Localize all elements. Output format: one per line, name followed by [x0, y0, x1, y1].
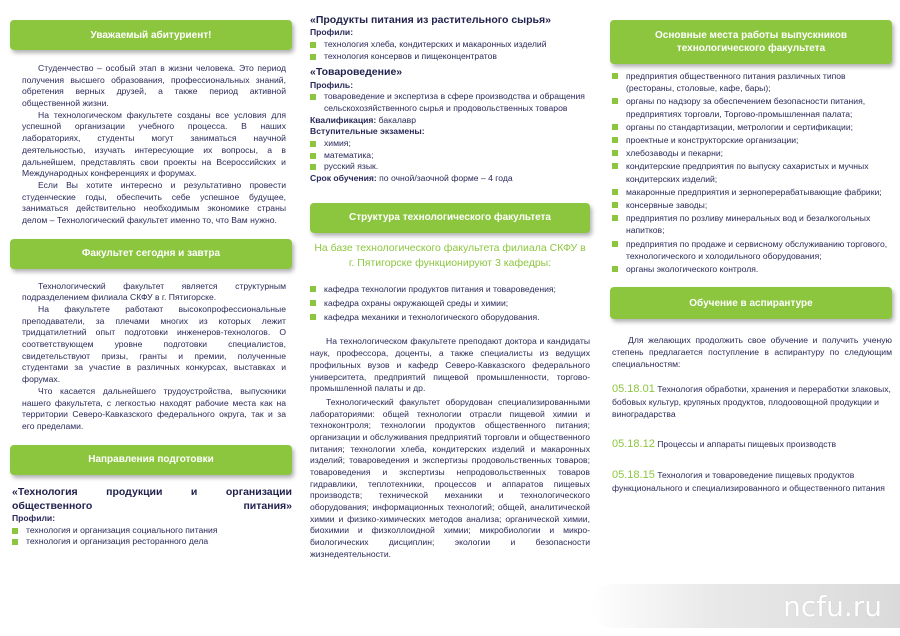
specialties-list	[612, 382, 892, 494]
directions-header	[10, 445, 292, 475]
bullet-icon	[612, 73, 618, 79]
program2-title: «Продукты питания из растительного сырья»	[310, 14, 551, 26]
today-paragraph-2: На факультете работают высокопрофессиональные преподаватели, за плечами многих из которых лежит тридцатилетний опыт подготовки инженеров-технологов. О соответствующем уровне подготовки специалистов, свидетельствуют призы, гранты и премии, полученные студентами за участие в различных конкурсах, выставках и форумах.	[22, 304, 286, 385]
specialty-text: Технология обработки, хранения и переработки злаковых, бобовых культур, крупяных продуктов, плодоовощной продукции и виноградарства	[612, 384, 891, 419]
jobs-list	[612, 70, 892, 275]
bullet-icon	[310, 54, 316, 60]
column-middle	[310, 0, 590, 561]
job-item-text: предприятия общественного питания различных типов (рестораны, столовые, кафе, бары);	[626, 71, 846, 94]
specialty-text: Технология и товароведение пищевых продуктов функционального и специализированного и общественного питания	[612, 469, 885, 493]
staff-paragraph: На технологическом факультете преподают доктора и кандидаты наук, профессора, доценты, а также специалисты из ведущих профильных вузов и кафедр Северо-Кавказского федерального университета, предприятий пищевой промышленности, торгово-промышленной палаты и др.	[310, 336, 590, 394]
directions-title: Направления подготовки	[88, 454, 214, 466]
exam-item	[310, 138, 590, 150]
job-item	[612, 70, 892, 94]
program3-profiles-list	[310, 91, 590, 114]
exam-item-text: русский язык.	[324, 161, 379, 172]
study-term-label: Срок обучения:	[310, 173, 377, 184]
program1-profiles-label: Профили:	[12, 513, 56, 524]
bullet-icon	[310, 94, 316, 100]
program2-profile-item-text: технология консервов и пищеконцентратов	[324, 50, 497, 61]
job-item	[612, 147, 892, 159]
job-item-text: хлебозаводы и пекарни;	[626, 148, 724, 159]
today-header	[10, 239, 292, 269]
job-item-text: органы по стандартизации, метрологии и сертификации;	[626, 121, 854, 132]
today-title: Факультет сегодня и завтра	[81, 248, 221, 260]
job-item	[612, 212, 892, 236]
exam-item	[310, 150, 590, 162]
site-banner	[590, 584, 900, 628]
program2-profile-item-text: технология хлеба, кондитерских и макаронных изделий	[324, 38, 547, 49]
qualification	[310, 115, 590, 127]
bullet-icon	[310, 153, 316, 159]
bullet-icon	[310, 164, 316, 170]
bullet-icon	[612, 266, 618, 272]
department-item	[310, 283, 590, 297]
exams-list	[310, 138, 590, 173]
job-item	[612, 134, 892, 146]
department-item-text: кафедра технологии продуктов питания и товароведения;	[324, 284, 556, 295]
program2-profile-item	[310, 39, 590, 51]
specialty-text: Процессы и аппараты пищевых производств	[657, 438, 837, 449]
program1-profile-item	[12, 536, 292, 548]
bullet-icon	[12, 539, 18, 545]
welcome-header	[10, 20, 292, 50]
job-item	[612, 121, 892, 133]
bullet-icon	[310, 300, 316, 306]
bullet-icon	[310, 141, 316, 147]
program3-profile-item-text: товароведение и экспертиза в сфере производства и обращения сельскохозяйственного сырья и продовольственных товаров	[324, 91, 585, 113]
today-paragraph-1: Технологический факультет является структурным подразделением филиала СКФУ в г. Пятигорске.	[22, 280, 286, 303]
job-item-text: предприятия по продаже и сервисному обслуживанию торгового, технологического и холодильного оборудования;	[626, 238, 888, 261]
job-item	[612, 199, 892, 211]
program3-profile-label: Профиль:	[310, 79, 354, 90]
job-item	[612, 160, 892, 184]
bullet-icon	[612, 150, 618, 156]
specialty-item	[612, 468, 892, 495]
job-item	[612, 263, 892, 275]
bullet-icon	[612, 202, 618, 208]
bullet-icon	[310, 42, 316, 48]
column-left	[10, 0, 292, 548]
bullet-icon	[612, 215, 618, 221]
program2-profiles-list	[310, 39, 590, 62]
program3-title: «Товароведение»	[310, 66, 403, 79]
bullet-icon	[310, 286, 316, 292]
bullet-icon	[612, 98, 618, 104]
program2-profile-item	[310, 51, 590, 63]
job-item	[612, 95, 892, 119]
job-item-text: проектные и конструкторские организации;	[626, 135, 799, 146]
exam-item-text: математика;	[324, 149, 374, 160]
welcome-title: Уважаемый абитуриент!	[90, 29, 212, 41]
bullet-icon	[612, 241, 618, 247]
program3-profile-item	[310, 91, 590, 114]
specialty-item	[612, 437, 892, 452]
specialty-code: 05.18.15	[612, 468, 655, 481]
structure-intro	[310, 241, 590, 271]
program1-profiles-list	[12, 525, 292, 548]
program1-profile-item	[12, 525, 292, 537]
job-item-text: кондитерские предприятия по выпуску сахаристых и мучных кондитерских изделий;	[626, 161, 869, 184]
department-item-text: кафедра охраны окружающей среды и химии;	[324, 297, 509, 308]
bullet-icon	[310, 314, 316, 320]
study-term-value: по очной/заочной форме – 4 года	[379, 173, 513, 184]
departments-list	[310, 283, 590, 324]
job-item-text: органы экологического контроля.	[626, 264, 759, 275]
site-url: ncfu.ru	[783, 590, 882, 623]
phd-header	[610, 287, 892, 319]
specialty-code: 05.18.12	[612, 437, 655, 450]
welcome-paragraph-1: Студенчество – особый этап в жизни человека. Это период получения высшего образования, профессиональных знаний, обретения верных друзей, а также период активной общественной жизни.	[22, 63, 286, 109]
job-item	[612, 238, 892, 262]
jobs-title: Основные места работы выпускников технологического факультета	[654, 30, 848, 54]
job-item-text: органы по надзору за обеспечением безопасности питания, предприятиях торговли, Торгово-промышленная палата;	[626, 96, 866, 119]
qualification-label: Квалификация:	[310, 114, 377, 125]
structure-intro-text: На базе технологического факультета филиала СКФУ в г. Пятигорске функционируют 3 кафедры:	[314, 241, 586, 269]
exam-item	[310, 161, 590, 173]
job-item-text: макаронные предприятия и зерноперерабатывающие фабрики;	[626, 186, 882, 197]
program1-profile-item-text: технология и организация ресторанного дела	[26, 536, 209, 547]
bullet-icon	[612, 124, 618, 130]
department-item	[310, 311, 590, 325]
today-paragraph-3: Что касается дальнейшего трудоустройства, выпускники нашего факультета, с легкостью находят рабочие места как на территории Северо-Кавказского федерального округа, так и за его пределами.	[22, 385, 286, 431]
specialty-item	[612, 382, 892, 420]
welcome-paragraph-2: На технологическом факультете созданы все условия для успешной организации учебного процесса. В наших лабораториях, студенты могут заниматься научной деятельностью, изучать интересующие их вопросы, а в дальнейшем, представлять свои проекты на Всероссийских и Международных конференциях и форумах.	[22, 109, 286, 179]
jobs-header	[610, 20, 892, 64]
phd-intro: Для желающих продолжить свое обучение и получить ученую степень предлагается поступление в аспирантуру по следующим специальностям:	[612, 335, 892, 369]
job-item-text: консервные заводы;	[626, 200, 708, 211]
program1-title: «Технология продукции и организации общественного питания»	[12, 485, 292, 512]
exam-item-text: химия;	[324, 138, 351, 149]
job-item-text: предприятия по розливу минеральных вод и безалкогольных напитков;	[626, 213, 871, 236]
phd-title: Обучение в аспирантуре	[689, 297, 813, 309]
qualification-value: бакалавр	[378, 114, 417, 125]
structure-title: Структура технологического факультета	[349, 212, 551, 224]
labs-paragraph: Технологический факультет оборудован специализированными лабораториями: общей технологии отрасли пищевой химии и техноконтроля; технологии продуктов общественного питания; организации и обслуживания предприятий торговли и общественного питания; технологии хлеба, кондитерских изделий и макаронных изделий; товароведения и экспертизы продовольственных товаров; товароведения и экспертизы непродовольственных товаров гидравлики, теплотехники, процессов и аппаратов пищевых производств; технической механики и технологического оборудования; информационных технологий; общей, аналитической химии и физико-химических методов анализа; органической химии, биохимии и физколлоидной химии; микробиологии и микро-биологических дисциплин; экологии и безопасности жизнедеятельности.	[310, 396, 590, 559]
bullet-icon	[612, 163, 618, 169]
bullet-icon	[612, 189, 618, 195]
column-right	[610, 0, 892, 494]
study-term	[310, 173, 590, 185]
welcome-paragraph-3: Если Вы хотите интересно и результативно провести студенческие годы, обеспечить себе успешное будущее, заниматься действительно необходимым экономике страны делом – Технологический факультет именно то, что Вам нужно.	[22, 179, 286, 225]
bullet-icon	[612, 137, 618, 143]
specialty-code: 05.18.01	[612, 383, 655, 396]
program1-profile-item-text: технология и организация социального питания	[26, 524, 218, 535]
department-item-text: кафедра механики и технологического оборудования.	[324, 311, 540, 322]
program2-profiles-label: Профили:	[310, 27, 354, 38]
structure-header	[310, 203, 590, 233]
exams-label: Вступительные экзамены:	[310, 126, 425, 137]
bullet-icon	[12, 528, 18, 534]
department-item	[310, 297, 590, 311]
job-item	[612, 186, 892, 198]
